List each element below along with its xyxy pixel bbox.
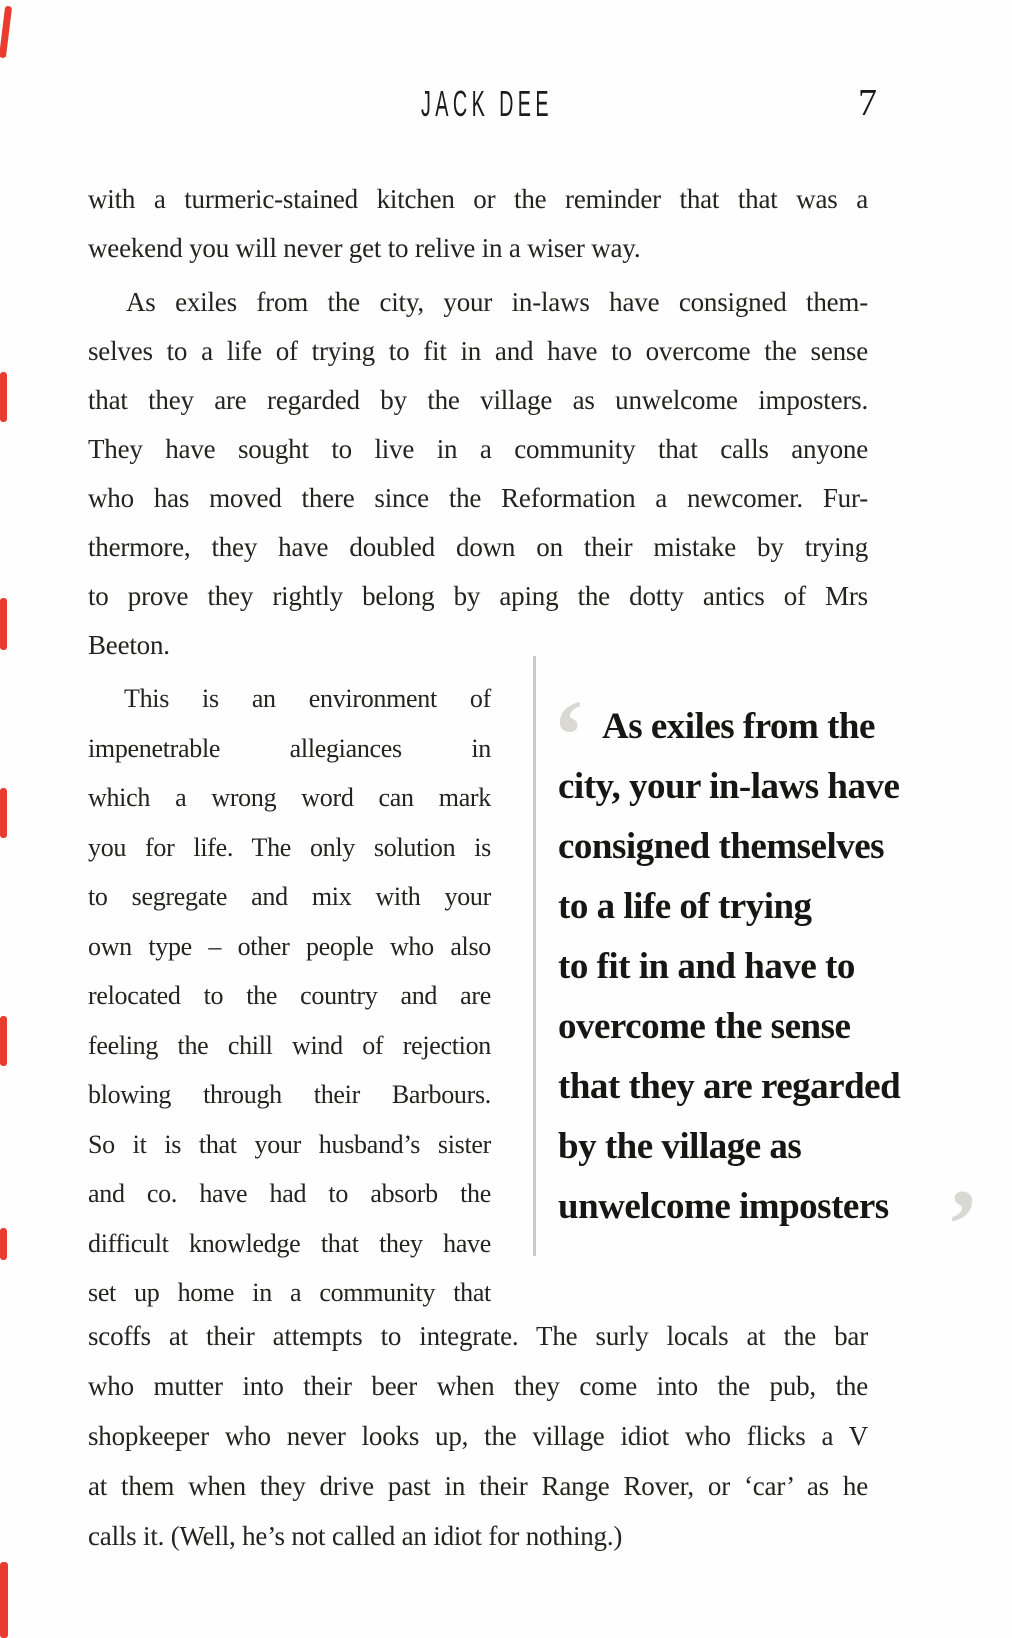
pull-quote: [558, 697, 968, 1237]
column-divider: [533, 656, 536, 1256]
scan-mark: [0, 1562, 8, 1638]
body-line: you for life. The only solution is: [88, 832, 491, 862]
body-line: own type – other people who also: [88, 931, 491, 961]
body-line: who has moved there since the Reformation a newcomer. Fur-: [88, 483, 868, 513]
body-line: calls it. (Well, he’s not called an idiot for nothing.): [88, 1521, 623, 1551]
body-line: set up home in a community that: [88, 1278, 491, 1307]
body-line: They have sought to live in a community that calls anyone: [88, 434, 868, 464]
pull-quote-line: city, your in-laws have: [558, 766, 900, 807]
body-line: difficult knowledge that they have: [88, 1228, 491, 1258]
pull-quote-line: by the village as: [558, 1126, 802, 1167]
body-line: relocated to the country and are: [88, 981, 491, 1010]
paragraph-2: [88, 278, 868, 670]
pull-quote-line: consigned themselves: [558, 826, 885, 867]
scan-mark: [0, 372, 7, 422]
body-line: at them when they drive past in their Range Rover, or ‘car’ as he: [88, 1471, 868, 1501]
page-number: 7: [858, 82, 877, 124]
body-line: which a wrong word can mark: [88, 783, 491, 812]
pull-quote-line: to fit in and have to: [558, 946, 855, 987]
running-head: [367, 83, 607, 124]
body-line: to segregate and mix with your: [88, 882, 491, 911]
body-line: who mutter into their beer when they come into the pub, the: [88, 1371, 868, 1401]
body-line: feeling the chill wind of rejection: [88, 1030, 491, 1060]
left-column: [88, 674, 491, 1318]
scan-mark: [0, 598, 7, 650]
body-line: thermore, they have doubled down on their mistake by trying: [88, 532, 868, 562]
scan-mark: [0, 1228, 7, 1260]
pull-quote-line: that they are regarded: [558, 1066, 901, 1107]
body-line: that they are regarded by the village as unwelcome imposters.: [88, 385, 868, 415]
body-line: blowing through their Barbours.: [88, 1080, 491, 1109]
pull-quote-line: to a life of trying: [558, 886, 812, 927]
bottom-paragraph: [88, 1311, 868, 1561]
body-line: weekend you will never get to relive in a wiser way.: [88, 233, 641, 263]
body-line: Beeton.: [88, 630, 170, 660]
body-line: This is an environment of: [124, 684, 491, 713]
body-line: with a turmeric-stained kitchen or the reminder that that was a: [88, 184, 868, 214]
pull-quote-line: As exiles from the: [602, 706, 875, 747]
scan-mark: [0, 1016, 7, 1066]
body-line: So it is that your husband’s sister: [88, 1129, 491, 1159]
body-line: As exiles from the city, your in-laws have consigned them-: [126, 287, 868, 317]
body-line: selves to a life of trying to fit in and have to overcome the sense: [88, 336, 868, 366]
scan-mark: [0, 6, 12, 58]
body-line: shopkeeper who never looks up, the village idiot who flicks a V: [88, 1421, 868, 1451]
open-quote-mark: ‘: [552, 679, 586, 790]
pull-quote-line: overcome the sense: [558, 1006, 851, 1047]
body-line: impenetrable allegiances in: [88, 733, 491, 763]
body-line: to prove they rightly belong by aping the dotty antics of Mrs: [88, 581, 868, 611]
scan-mark: [0, 788, 7, 838]
running-head-text: JACK DEE: [420, 83, 554, 124]
paragraph-1: [88, 175, 868, 273]
body-line: and co. have had to absorb the: [88, 1179, 491, 1208]
pull-quote-line: unwelcome imposters: [558, 1186, 889, 1227]
body-line: scoffs at their attempts to integrate. The surly locals at the bar: [88, 1321, 868, 1351]
close-quote-mark: ’: [946, 1169, 980, 1280]
